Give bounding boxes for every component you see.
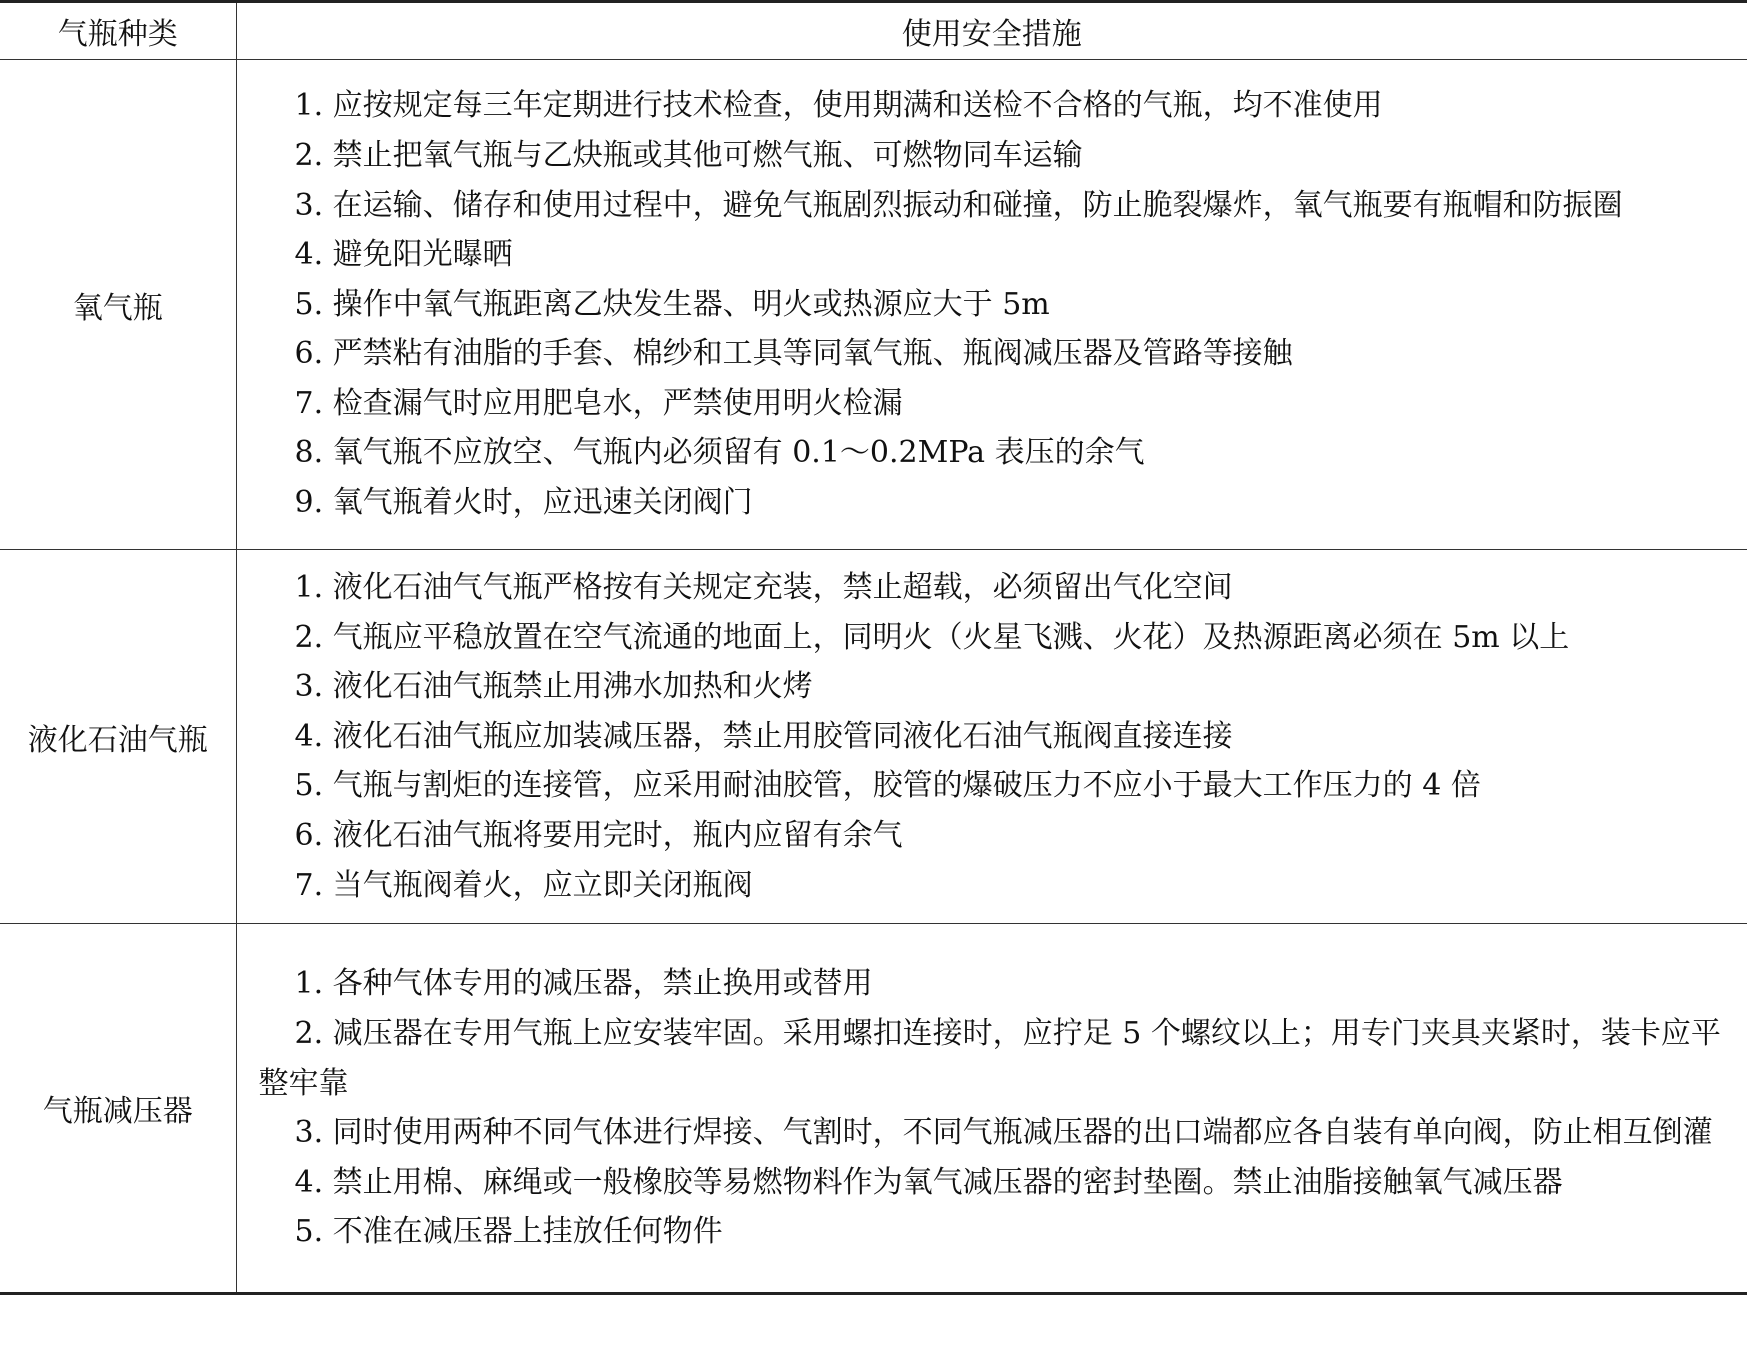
measure-item: 6. 严禁粘有油脂的手套、棉纱和工具等同氧气瓶、瓶阀减压器及管路等接触 [294,336,1293,372]
measure-item: 5. 不准在减压器上挂放任何物件 [294,1214,723,1250]
table-row-oxygen-cylinder [0,60,1747,550]
cylinder-type-cell: 液化石油气瓶 [0,550,236,924]
measure-item: 4. 液化石油气瓶应加装减压器，禁止用胶管同液化石油气瓶阀直接连接 [294,718,1233,754]
measure-item: 1. 各种气体专用的减压器，禁止换用或替用 [294,966,873,1002]
measure-item: 3. 同时使用两种不同气体进行焊接、气割时，不同气瓶减压器的出口端都应各自装有单向阀，防止相互倒灌 [294,1115,1713,1151]
measure-item: 5. 操作中氧气瓶距离乙炔发生器、明火或热源应大于 5m [294,286,1050,322]
safety-measures-cell [236,550,1747,924]
measure-item: 2. 禁止把氧气瓶与乙炔瓶或其他可燃气瓶、可燃物同车运输 [294,137,1083,173]
table-body [0,60,1747,1294]
header-cylinder-type: 气瓶种类 [0,2,236,60]
measure-item: 7. 检查漏气时应用肥皂水，严禁使用明火检漏 [294,385,903,421]
measure-item: 1. 应按规定每三年定期进行技术检查，使用期满和送检不合格的气瓶，均不准使用 [294,88,1383,124]
safety-measures-cell [236,60,1747,550]
cylinder-type-cell: 气瓶减压器 [0,924,236,1294]
table-row-lpg-cylinder [0,550,1747,924]
measure-item: 2. 减压器在专用气瓶上应安装牢固。采用螺扣连接时，应拧足 5 个螺纹以上；用专门夹具夹紧时，装卡应平整牢靠 [258,1015,1721,1101]
measure-item: 3. 液化石油气瓶禁止用沸水加热和火烤 [294,669,813,705]
measure-item: 9. 氧气瓶着火时，应迅速关闭阀门 [294,485,753,521]
measure-item: 8. 氧气瓶不应放空、气瓶内必须留有 0.1～0.2MPa 表压的余气 [294,435,1145,471]
measure-item: 1. 液化石油气气瓶严格按有关规定充装，禁止超载，必须留出气化空间 [294,570,1233,605]
measure-item: 3. 在运输、储存和使用过程中，避免气瓶剧烈振动和碰撞，防止脆裂爆炸，氧气瓶要有瓶帽和防振圈 [294,187,1623,223]
table-row-pressure-regulator [0,924,1747,1294]
measure-item: 2. 气瓶应平稳放置在空气流通的地面上，同明火（火星飞溅、火花）及热源距离必须在 5m 以上 [294,619,1570,655]
table-header-row [0,2,1747,60]
measure-item: 7. 当气瓶阀着火，应立即关闭瓶阀 [294,867,753,903]
header-safety-measures: 使用安全措施 [236,2,1747,60]
measure-item: 5. 气瓶与割炬的连接管，应采用耐油胶管，胶管的爆破压力不应小于最大工作压力的 4 倍 [294,768,1481,804]
measure-item: 4. 避免阳光曝晒 [294,237,513,273]
measure-item: 4. 禁止用棉、麻绳或一般橡胶等易燃物料作为氧气减压器的密封垫圈。禁止油脂接触氧气减压器 [294,1164,1563,1200]
cylinder-type-cell: 氧气瓶 [0,60,236,550]
measure-item: 6. 液化石油气瓶将要用完时，瓶内应留有余气 [294,817,903,853]
safety-measures-cell [236,924,1747,1294]
